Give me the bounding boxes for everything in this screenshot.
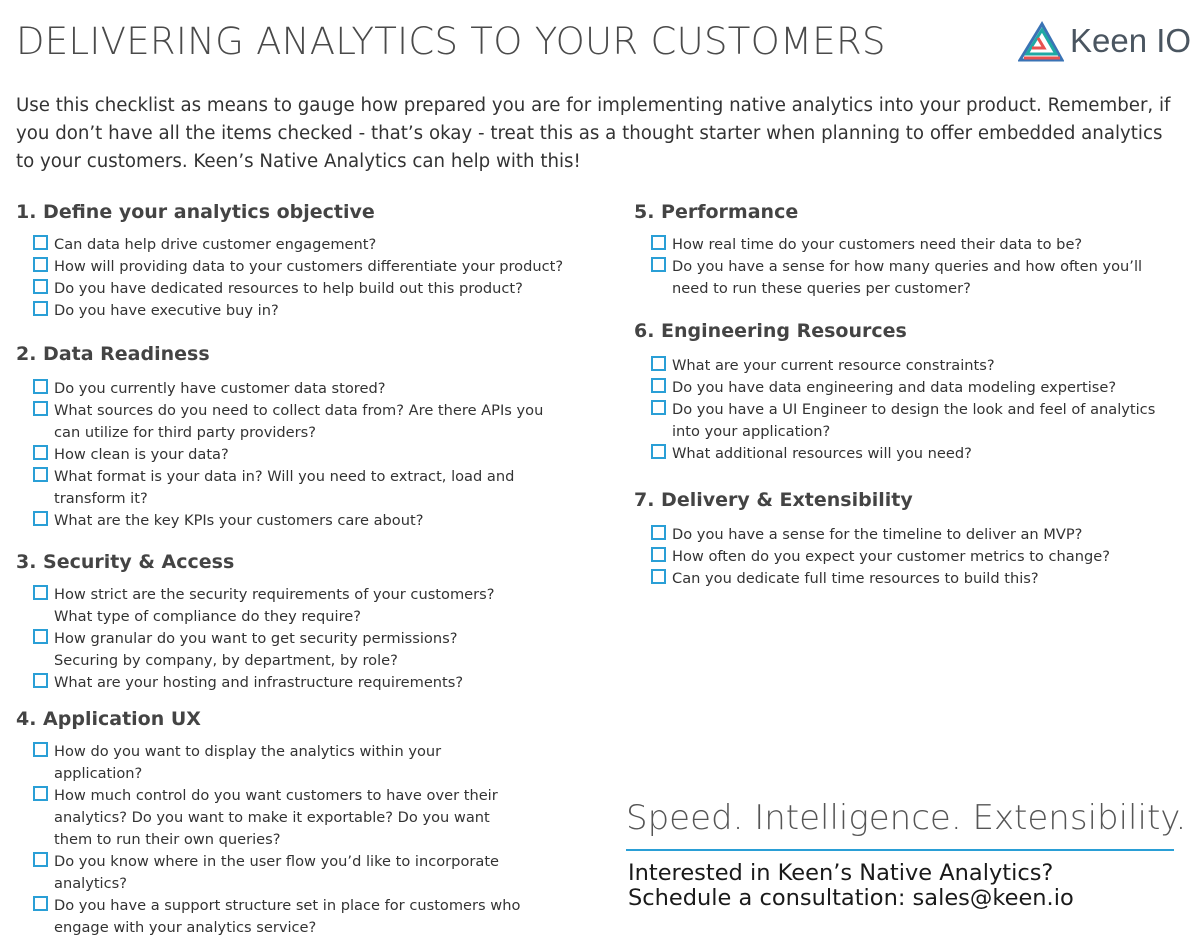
checkbox[interactable] [651, 569, 666, 584]
checklist-item: Can you dedicate full time resources to build this? [651, 568, 1181, 590]
checklist-item: What additional resources will you need? [651, 443, 1181, 465]
section-engineering-resources [634, 319, 1194, 488]
checkbox[interactable] [33, 629, 48, 644]
section-title: 1. Define your analytics objective [16, 201, 375, 223]
checklist-item: Do you have a sense for the timeline to deliver an MVP? [651, 524, 1181, 546]
checklist-item: How much control do you want customers to have over their analytics? Do you want to make it exportable? Do you want them to run their own queries? [33, 785, 523, 851]
checkbox[interactable] [33, 786, 48, 801]
checkbox[interactable] [33, 467, 48, 482]
checkbox[interactable] [33, 401, 48, 416]
checkbox[interactable] [33, 235, 48, 250]
checklist-item: Do you have a sense for how many queries and how often you’ll need to run these queries per customer? [651, 256, 1171, 300]
section-title: 3. Security & Access [16, 551, 235, 573]
consultation-cta [628, 861, 1074, 911]
checkbox[interactable] [651, 525, 666, 540]
checkbox[interactable] [33, 673, 48, 688]
section-title: 7. Delivery & Extensibility [634, 489, 913, 511]
section-security-access [16, 550, 576, 707]
checklist-item: How will providing data to your customers differentiate your product? [33, 256, 576, 278]
checkbox[interactable] [33, 301, 48, 316]
checklist-item: Do you know where in the user flow you’d like to incorporate analytics? [33, 851, 523, 895]
section-title: 4. Application UX [16, 708, 201, 730]
checklist-item: Do you have data engineering and data modeling expertise? [651, 377, 1181, 399]
checklist-item: What format is your data in? Will you need to extract, load and transform it? [33, 466, 563, 510]
checkbox[interactable] [33, 257, 48, 272]
checklist-item: What are the key KPIs your customers care about? [33, 510, 563, 532]
section-title: 2. Data Readiness [16, 343, 210, 365]
checklist-item: What sources do you need to collect data from? Are there APIs you can utilize for third party providers? [33, 400, 563, 444]
checkbox[interactable] [651, 356, 666, 371]
checkbox[interactable] [651, 547, 666, 562]
intro-paragraph: Use this checklist as means to gauge how prepared you are for implementing native analytics into your product. Remember, if you don’t have all the items checked - that’s okay - treat this as a thought starter when planning to offer embedded analytics to your customers. Keen’s Native Analytics can help with this! [16, 95, 1171, 172]
checklist-item: Can data help drive customer engagement? [33, 234, 576, 256]
checklist-item: Do you have a support structure set in place for customers who engage with your analytics service? [33, 895, 523, 939]
checkbox[interactable] [33, 279, 48, 294]
checklist-item: How clean is your data? [33, 444, 563, 466]
checklist-item: How real time do your customers need their data to be? [651, 234, 1171, 256]
checklist-item: Do you have a UI Engineer to design the look and feel of analytics into your application? [651, 399, 1181, 443]
checkbox[interactable] [651, 378, 666, 393]
checkbox[interactable] [33, 445, 48, 460]
section-title: 6. Engineering Resources [634, 320, 907, 342]
checkbox[interactable] [651, 235, 666, 250]
checkbox[interactable] [33, 896, 48, 911]
checklist-item: Do you currently have customer data stored? [33, 378, 563, 400]
checklist-item: What are your hosting and infrastructure requirements? [33, 672, 513, 694]
checklist-item: How do you want to display the analytics within your application? [33, 741, 523, 785]
checklist-item: Do you have executive buy in? [33, 300, 576, 322]
keen-io-logo[interactable] [1018, 20, 1191, 62]
section-application-ux [16, 707, 576, 939]
page-title: DELIVERING ANALYTICS TO YOUR CUSTOMERS [16, 20, 886, 63]
checklist-item: How granular do you want to get security permissions? Securing by company, by department, by role? [33, 628, 513, 672]
section-data-readiness [16, 342, 576, 550]
checklist-left-column [16, 200, 576, 939]
section-define-objective [16, 200, 576, 342]
keen-io-logo-icon [1018, 20, 1064, 62]
checkbox[interactable] [33, 511, 48, 526]
checkbox[interactable] [651, 444, 666, 459]
checkbox[interactable] [33, 379, 48, 394]
checkbox[interactable] [33, 585, 48, 600]
cta-line-2[interactable]: Schedule a consultation: sales@keen.io [628, 885, 1074, 911]
section-performance [634, 200, 1194, 319]
tagline-divider [626, 849, 1174, 851]
checklist-item: Do you have dedicated resources to help build out this product? [33, 278, 576, 300]
checkbox[interactable] [33, 852, 48, 867]
logo-text: Keen IO [1070, 22, 1192, 59]
checkbox[interactable] [651, 400, 666, 415]
checklist-item: How often do you expect your customer metrics to change? [651, 546, 1181, 568]
checklist-item: How strict are the security requirements of your customers? What type of compliance do they require? [33, 584, 513, 628]
section-title: 5. Performance [634, 201, 799, 223]
checkbox[interactable] [33, 742, 48, 757]
tagline: Speed. Intelligence. Extensibility. [626, 798, 1187, 838]
section-delivery-extensibility [634, 488, 1194, 590]
cta-line-1: Interested in Keen’s Native Analytics? [628, 860, 1054, 886]
checklist-right-column [634, 200, 1194, 590]
checkbox[interactable] [651, 257, 666, 272]
checklist-item: What are your current resource constraints? [651, 355, 1181, 377]
